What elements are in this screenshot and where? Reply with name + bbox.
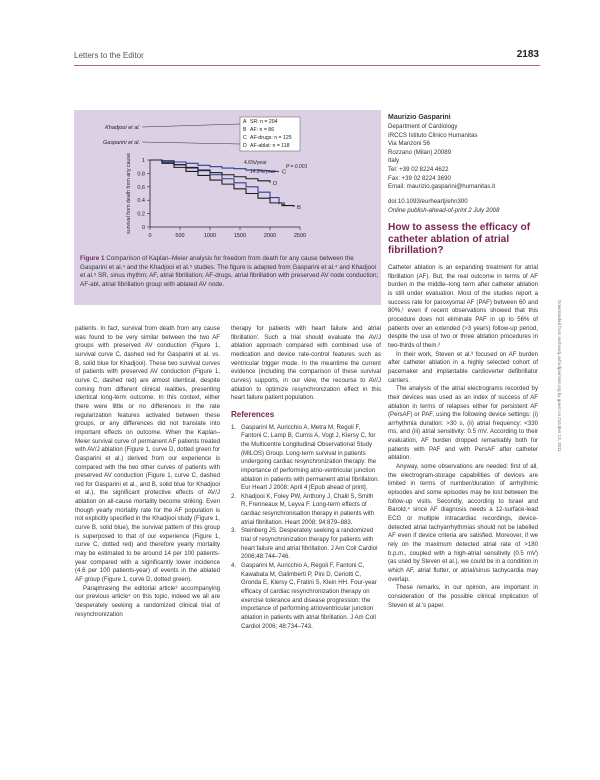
x-tick-label: 2000 <box>263 233 277 239</box>
side-note <box>555 300 563 530</box>
page-header-left: Letters to the Editor <box>74 51 144 60</box>
x-tick-label: 1500 <box>233 233 247 239</box>
author-line: Italy <box>388 157 400 165</box>
y-tick-label: 1 <box>141 158 145 164</box>
author-email: Email: maurizio.gasparini@humanitas.it <box>388 183 496 191</box>
y-tick-label: 0 <box>141 225 145 231</box>
reference-item <box>231 424 381 493</box>
annotation-p-value: P = 0.001 <box>286 164 308 170</box>
left-column <box>75 325 220 619</box>
reference-number: 1. <box>231 423 237 431</box>
reference-text: Steinberg JS. Desperately seeking a randomized trial of resynchronization therapy for patients with heart failure and atrial fibrillation. J Am Coll Cardiol 2006;48:744–746. <box>241 527 378 561</box>
author-line: Via Manzoni 56 <box>388 140 430 148</box>
author-name: Maurizio Gasparini <box>388 114 451 121</box>
reference-item <box>231 562 381 631</box>
legend-letter: B <box>243 127 247 133</box>
author-line: Tel: +39 02 8224 4622 <box>388 165 449 173</box>
reference-item <box>231 493 381 528</box>
group-connector <box>142 124 240 127</box>
series-end-label-d: D <box>273 180 278 187</box>
reference-number: 3. <box>231 527 237 535</box>
author-line: Department of Cardiology <box>388 123 458 130</box>
references-heading: References <box>231 409 275 419</box>
chart-labels <box>103 117 308 211</box>
legend-text: AF: n = 86 <box>250 127 275 133</box>
y-tick-label: 0.2 <box>137 211 145 218</box>
annotation-rate-c: 4.6%/year <box>244 160 267 166</box>
y-axis-label: survival from death from any cause <box>126 153 132 234</box>
reference-number: 4. <box>231 562 237 570</box>
right-paragraph-3: The analysis of the atrial electrograms recorded by their devices was used as an index of success of AF ablation in terms of relapses either for persistent AF (PersAF) or PAF, using the following device settings: (i) arrhythmia duration: >30 s, (ii) atrial frequency: <330 ms, and (iii) atrial sensitivity: 0.5 mV. According to their evaluation, AF burden dropped remarkably both for patients with PAF and with PersAF after catheter ablation. <box>388 385 538 462</box>
legend-text: AF-ablat: n = 118 <box>250 143 290 149</box>
middle-column <box>231 325 381 631</box>
right-paragraph-5: These remarks, in our opinion, are important in consideration of the possible clinical implication of Steven et al.'s paper. <box>388 584 538 609</box>
online-date: Online publish-ahead-of-print 2 July 2008 <box>388 206 500 214</box>
figure-caption-label: Figure 1 <box>80 255 105 262</box>
right-paragraph-1: Catheter ablation is an expanding treatment for atrial fibrillation (AF). But, the real outcome in terms of AF burden in the middle–long term after catheter ablation is still under evaluation. Most of the studies report a success rate for paroxysmal AF (PAF) between 60 and 80%,¹ even if recent observations showed that this procedure does not eliminate PAF in up to 56% of patients over an extended (>3 years) follow-up period, despite the use of two or three ablation procedures in two-thirds of them.² <box>388 264 538 349</box>
reference-text: Khadjooi K, Foley PW, Anthony J, Chalil S, Smith R, Frenneaux M, Leyva F. Long-term effects of cardiac resynchronisation therapy in patients with atrial fibrillation. Heart 2008; 94:879–883. <box>241 492 375 526</box>
mid-paragraph: therapy for patients with heart failure and atrial fibrillation'. Such a trial should evaluate the AV/J ablation approach compared with combined use of medication and device rate-control features such as ventricular trigger mode. In the meantime the current evidence (including the comparison of these survival curves) supports, in our view, the recourse to AV/J ablation to optimize resynchronization effect in this heart failure patient population. <box>231 325 381 402</box>
header-rule <box>74 65 540 66</box>
chart-axes <box>126 153 306 239</box>
series-end-label-b: B <box>297 204 301 211</box>
x-tick-label: 500 <box>175 233 185 239</box>
legend-letter: C <box>243 135 247 141</box>
reference-number: 2. <box>231 492 237 500</box>
article-title: How to assess the efficacy of catheter ablation of atrial fibrillation? <box>388 222 531 256</box>
doi-block <box>388 198 538 215</box>
annotation-rate-d: 14.2%/year <box>250 169 276 175</box>
x-tick-label: 2500 <box>293 233 307 239</box>
y-tick-label: 0.4 <box>137 198 145 205</box>
legend-letter: A <box>243 119 247 125</box>
left-paragraph-2: Paraphrasing the editorial article³ accompanying our previous article⁴ on this topic, indeed we all are 'desperately seeking a randomized clinical trial of resynchronization <box>75 584 220 618</box>
series-end-label-a: A <box>282 202 286 209</box>
reference-text: Gasparini M, Auricchio A, Regoli F, Fantoni C, Kawabata M, Galimberti P, Pini D, Ceriotti C, Gronda E, Klersy C, Fratini S, Klein HH. Four-year efficacy of cardiac resynchronization therapy on exercise tolerance and disease progression: the importance of performing atrioventricular junction ablation in patients with atrial fibrillation. J Am Coll Cardiol 2006; 48:734–743. <box>241 562 377 630</box>
download-notice: Downloaded from eurheartj.oxfordjournals.org by guest on October 13, 2011 <box>557 300 562 452</box>
author-line: Rozzano (Milan) 20089 <box>388 148 452 156</box>
doi: doi:10.1093/eurheartj/ehn300 <box>388 198 468 205</box>
legend-text: AF-drugs: n = 125 <box>250 135 292 141</box>
author-line: IRCCS Istituto Clinico Humanitas <box>388 131 478 139</box>
right-paragraph-2: In their work, Steven et al.³ focused on AF burden after catheter ablation in a highly selected cohort of pacemaker and implantable cardioverter defibrillator carriers. <box>388 350 538 384</box>
right-paragraph-4: Anyway, some observations are needed: first of all, the electrogram-storage capabilities of devices are limited in terms of number/duration of arrhythmic episodes and some episodes may be lost between the follow-up visits. Secondly, according to Israel and Barold,⁴ since AF diagnosis needs a 12-surface-lead ECG or multiple intracardiac recordings, device-detected atrial tachyarrhythmias should not be labelled AF even if device criteria are satisfied. Moreover, if we rely on the maximum detected atrial rate of >180 b.p.m., coupled with a high-atrial sensitivity (0.5 mV) (as used by Steven et al.), we could be in a condition in which AF, atrial flutter, or atrial/sinus tachycardia may overlap. <box>388 463 538 583</box>
legend-letter: D <box>243 143 247 149</box>
reference-item <box>231 527 381 562</box>
group-label-khadjooi: Khadjooi et al. <box>105 125 140 131</box>
kaplan-meier-chart <box>74 110 381 255</box>
author-line: Fax: +39 02 8224 3690 <box>388 174 451 182</box>
group-label-gasparini: Gasparini et al. <box>103 140 140 146</box>
figure-caption-text: Comparison of Kaplan–Meier analysis for freedom from death for any cause between the Gasparini et al.⁴ and the Khadjooi et al.⁵ studies. The figure is adapted from Gasparini et al.⁴ and Khadjooi et al.⁵ SR, sinus rhythm; AF, atrial fibrillation; AF-drugs, atrial fibrillation with preserved AV node conduction; AF-abl, atrial fibrillation group with ablated AV node. <box>80 255 379 288</box>
y-tick-label: 0.8 <box>137 171 145 178</box>
left-paragraph-1: patients. In fact, survival from death from any cause was found to be very similar between the two AF groups with preserved AV conduction (Figure 1, survival curve C, dashed red for Gasparini et al. vs. B, solid blue for Khadjooi). These two survival curves of patients with preserved AV conduction (Figure 1, curve C, dashed red) are almost identical, despite coming from different clinical realities, presenting identical long-term outcome. In this context, either there were little or no differences in the rate regularization features activated between these groups, or any differences did not translate into important effects on outcome. When the Kaplan–Meier survival curve of permanent AF patients treated with AV/J ablation (Figure 1, curve D, dotted green for Gasparini et al.) derived from our experience is compared with the two other curves of patients with preserved AV conduction (Figure 1, curve C, dashed red for Gasparini et al., and B, solid blue for Khadjooi et al.), the significant protective effects of AV/J ablation on all-cause mortality become striking. Even though yearly mortality rate for the AF population is not explicitly specified in the Khadjooi study (Figure 1, curve B, solid blue), the survival pattern of this group is superposed to that of our experience (Figure 1, curve C, dotted red) and therefore yearly mortality may be estimated to be around 14 per 100 patients-year compared with a significantly lower incidence (4.6 per 100 patients-year) of events in the ablated AF group (Figure 1, curve D, dotted green). <box>75 325 220 584</box>
reference-list <box>231 424 381 632</box>
legend-text: SR: n = 204 <box>250 119 278 125</box>
reference-text: Gasparini M, Auricchio A, Metra M, Regoli F, Fantoni C, Lamp B, Curnis A, Vogt J, Klersy C, for the Multicentre Longitudinal Observational Study (MILOS) Group. Long-term survival in patients undergoing cardiac resynchronization therapy: the importance of performing atrio-ventricular junction ablation in patients with permanent atrial fibrillation. Eur Heart J 2008; April 4 [Epub ahead of print]. <box>241 423 380 492</box>
figure-caption <box>80 255 380 289</box>
right-column <box>388 264 538 610</box>
author-block <box>388 113 538 192</box>
page-number: 2183 <box>516 49 539 60</box>
x-tick-label: 0 <box>148 233 152 239</box>
y-tick-label: 0.6 <box>137 184 145 191</box>
group-connector <box>142 142 240 144</box>
x-tick-label: 1000 <box>203 233 217 239</box>
series-end-label-c: C <box>282 169 287 176</box>
